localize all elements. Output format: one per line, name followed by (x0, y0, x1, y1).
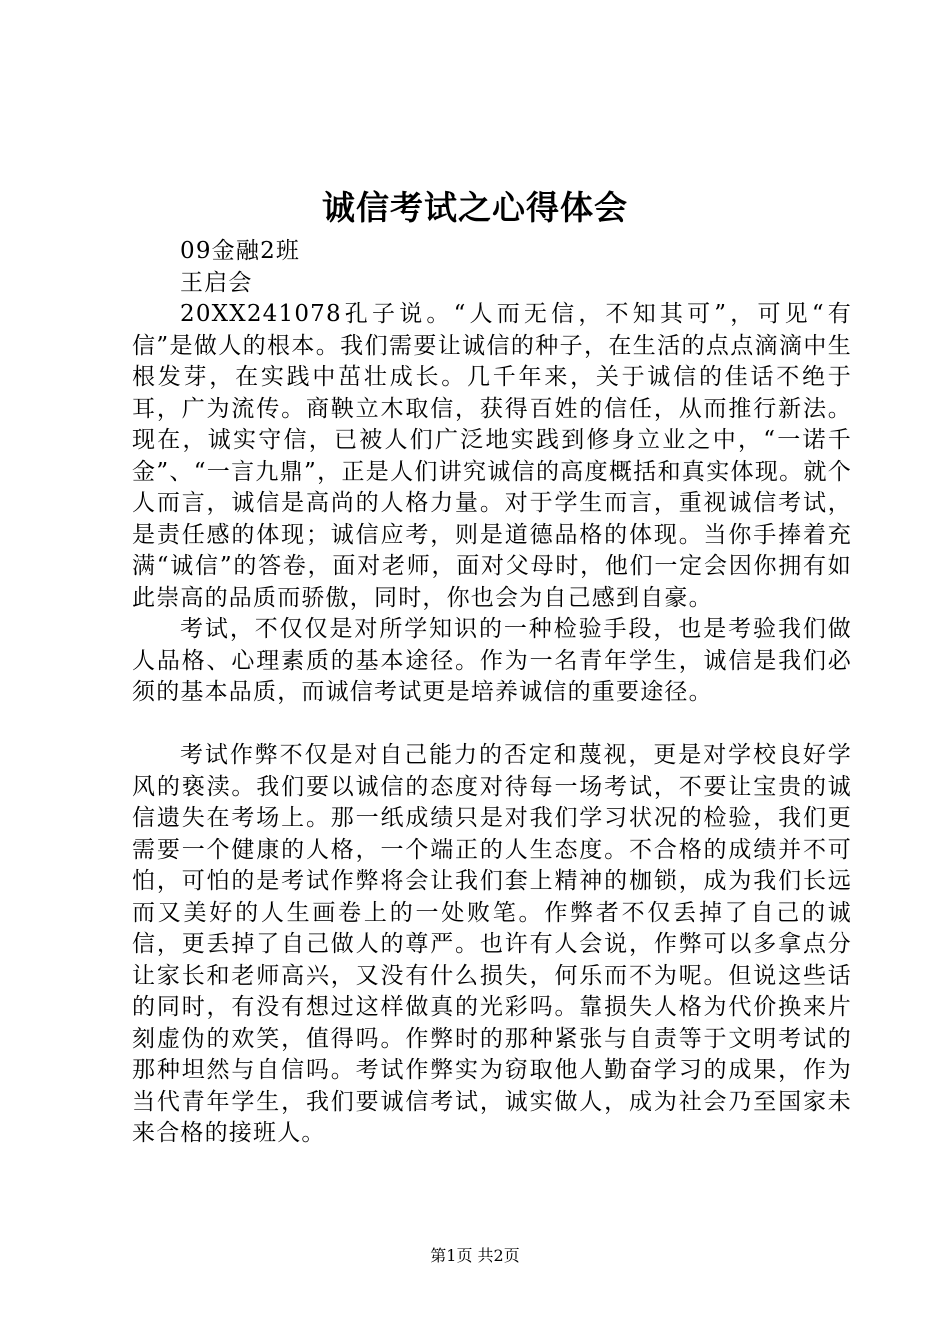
body-paragraph-2: 考试，不仅仅是对所学知识的一种检验手段，也是考验我们做人品格、心理素质的基本途径。作为一名青年学生，诚信是我们必须的基本品质，而诚信考试更是培养诚信的重要途径。 (132, 616, 852, 705)
body-paragraph-1: 20XX241078孔子说。“人而无信，不知其可”，可见“有信”是做人的根本。我们需要让诚信的种子，在生活的点点滴滴中生根发芽，在实践中茁壮成长。几千年来，关于诚信的佳话不绝于耳，广为流传。商鞅立木取信，获得百姓的信任，从而推行新法。现在，诚实守信，已被人们广泛地实践到修身立业之中，“一诺千金”、“一言九鼎”，正是人们讲究诚信的高度概括和真实体现。就个人而言，诚信是高尚的人格力量。对于学生而言，重视诚信考试，是责任感的体现；诚信应考，则是道德品格的体现。当你手捧着充满“诚信”的答卷，面对老师，面对父母时，他们一定会因你拥有如此崇高的品质而骄傲，同时，你也会为自己感到自豪。 (132, 301, 852, 611)
page-footer: 第1页 共2页 (430, 1246, 520, 1265)
class-line: 09金融2班 (180, 238, 301, 264)
document-title: 诚信考试之心得体会 (322, 188, 628, 227)
document-body (132, 236, 852, 1150)
paragraph-spacer (132, 709, 852, 741)
author-line: 王启会 (180, 269, 253, 296)
body-paragraph-3: 考试作弊不仅是对自己能力的否定和蔑视，更是对学校良好学风的亵渎。我们要以诚信的态度对待每一场考试，不要让宝贵的诚信遗失在考场上。那一纸成绩只是对我们学习状况的检验，我们更需要一个健康的人格，一个端正的人生态度。不合格的成绩并不可怕，可怕的是考试作弊将会让我们套上精神的枷锁，成为我们长远而又美好的人生画卷上的一处败笔。作弊者不仅丢掉了自己的诚信，更丢掉了自己做人的尊严。也许有人会说，作弊可以多拿点分让家长和老师高兴，又没有什么损失，何乐而不为呢。但说这些话的同时，有没有想过这样做真的光彩吗。靠损失人格为代价换来片刻虚伪的欢笑，值得吗。作弊时的那种紧张与自责等于文明考试的那种坦然与自信吗。考试作弊实为窃取他人勤奋学习的成果，作为当代青年学生，我们要诚信考试，诚实做人，成为社会乃至国家未来合格的接班人。 (132, 742, 852, 1146)
